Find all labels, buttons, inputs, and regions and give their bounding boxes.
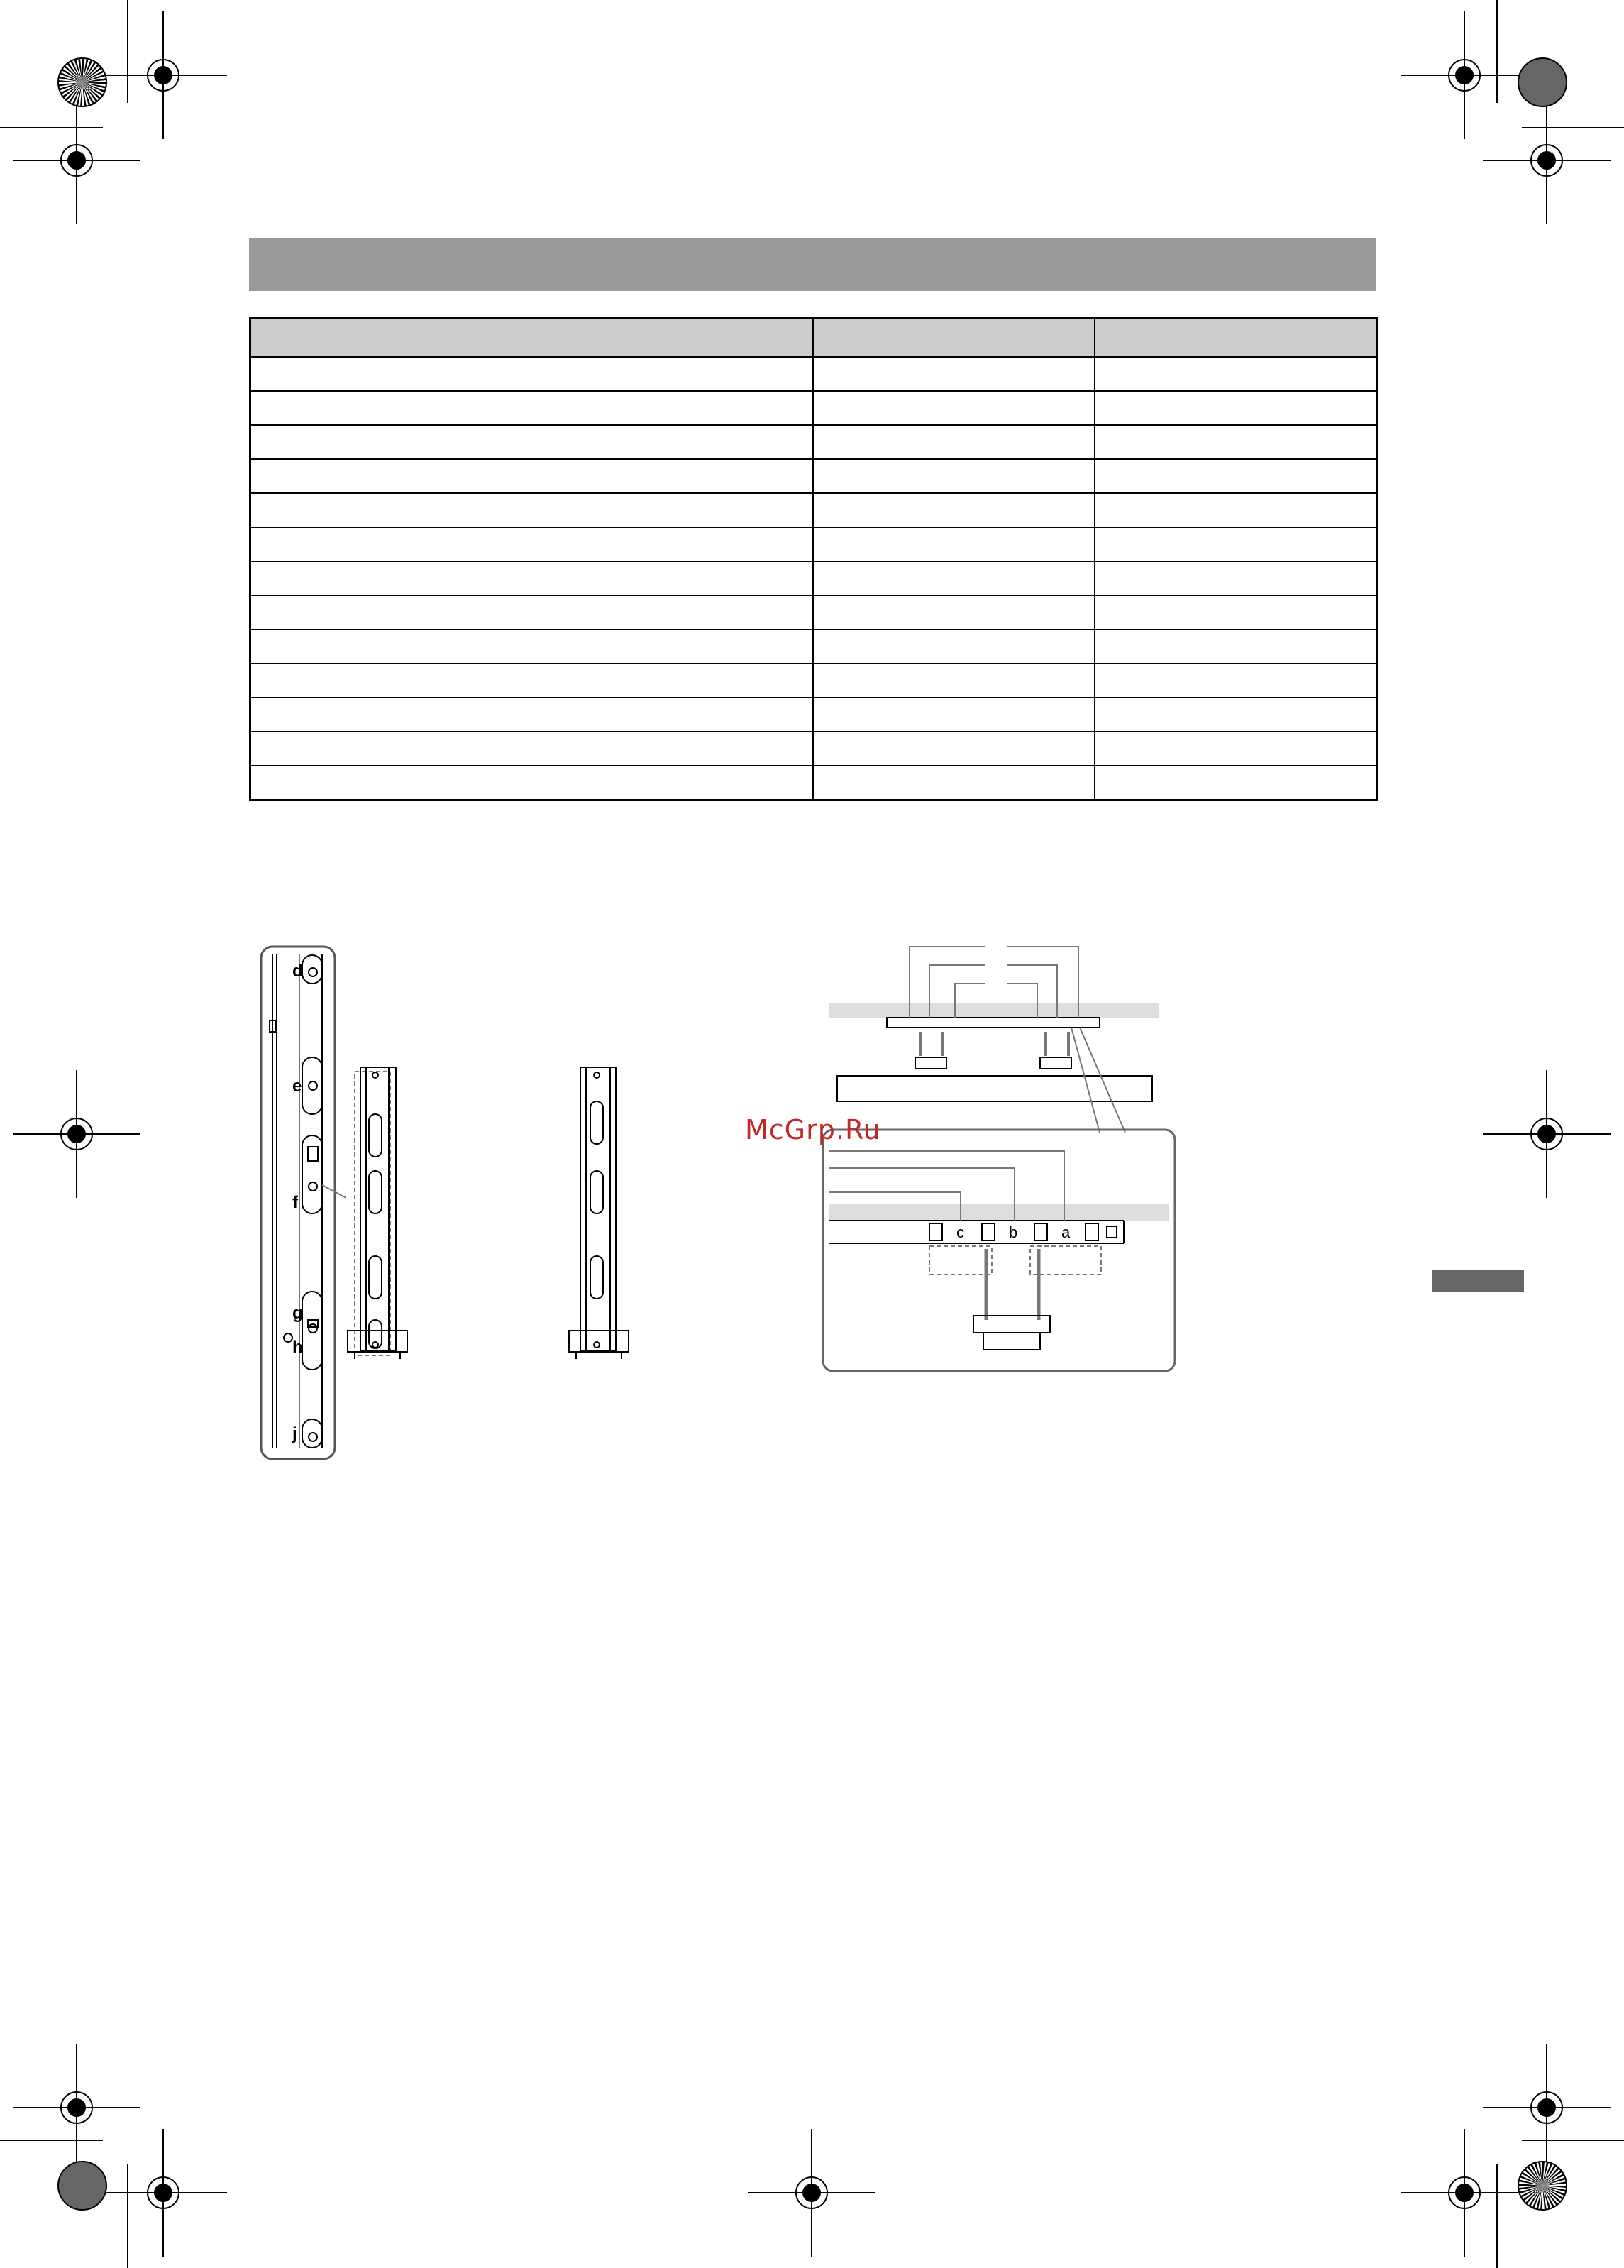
registration-target	[13, 97, 140, 224]
label-g: g	[292, 1304, 303, 1323]
registration-target	[13, 2044, 140, 2171]
table-row	[250, 629, 1377, 664]
table-cell	[1095, 698, 1377, 732]
table-row	[250, 595, 1377, 629]
table-cell	[813, 698, 1095, 732]
label-b: b	[1009, 1223, 1018, 1241]
table-cell	[813, 732, 1095, 766]
table-row	[250, 698, 1377, 732]
registration-target	[1401, 2129, 1528, 2257]
table-cell	[813, 561, 1095, 595]
table-cell	[813, 391, 1095, 425]
registration-target	[99, 2129, 227, 2257]
label-e: e	[292, 1077, 302, 1096]
registration-star-wheel	[1518, 2162, 1567, 2210]
registration-target	[748, 2129, 875, 2257]
table-cell	[250, 493, 813, 527]
table-cell	[1095, 664, 1377, 698]
table-cell	[250, 561, 813, 595]
table-cell	[250, 319, 813, 358]
table-cell	[1095, 595, 1377, 629]
table-cell	[813, 629, 1095, 664]
table-row	[250, 459, 1377, 493]
table-row	[250, 357, 1377, 391]
table-cell	[1095, 732, 1377, 766]
table-row	[250, 664, 1377, 698]
registration-target	[1401, 11, 1528, 139]
table-cell	[250, 698, 813, 732]
table-cell	[813, 357, 1095, 391]
table-row	[250, 732, 1377, 766]
label-d: d	[292, 962, 303, 981]
table-cell	[1095, 766, 1377, 800]
table-cell	[250, 766, 813, 800]
table-cell	[813, 425, 1095, 459]
table-cell	[813, 459, 1095, 493]
table-cell	[1095, 319, 1377, 358]
registration-solid-wheel	[1518, 58, 1567, 106]
label-c: c	[956, 1223, 964, 1241]
table-cell	[813, 319, 1095, 358]
table-row	[250, 561, 1377, 595]
label-h: h	[292, 1338, 303, 1357]
table-cell	[1095, 629, 1377, 664]
spec-table	[249, 317, 1378, 801]
table-header-row	[250, 319, 1377, 358]
table-cell	[1095, 493, 1377, 527]
label-f: f	[292, 1193, 298, 1212]
table-cell	[813, 664, 1095, 698]
table-cell	[813, 766, 1095, 800]
table-cell	[1095, 425, 1377, 459]
rail-hook-detail-figure	[816, 937, 1185, 1391]
table-cell	[813, 493, 1095, 527]
table-row	[250, 391, 1377, 425]
registration-solid-wheel	[58, 2162, 106, 2210]
table-row	[250, 425, 1377, 459]
label-a: a	[1061, 1223, 1071, 1241]
table-row	[250, 527, 1377, 561]
bracket-side-view-figure	[248, 937, 674, 1476]
table-cell	[1095, 459, 1377, 493]
registration-target	[1483, 2044, 1611, 2171]
registration-target	[99, 11, 227, 139]
table-cell	[250, 459, 813, 493]
table-cell	[250, 425, 813, 459]
table-cell	[250, 629, 813, 664]
label-j: j	[292, 1424, 297, 1443]
table-cell	[250, 664, 813, 698]
table-cell	[813, 527, 1095, 561]
table-cell	[1095, 357, 1377, 391]
registration-target	[1483, 1070, 1611, 1198]
table-cell	[250, 357, 813, 391]
table-cell	[1095, 561, 1377, 595]
table-cell	[813, 595, 1095, 629]
table-cell	[1095, 527, 1377, 561]
table-cell	[1095, 391, 1377, 425]
table-cell	[250, 595, 813, 629]
watermark-text: McGrp.Ru	[745, 1114, 881, 1145]
table-cell	[250, 391, 813, 425]
table-cell	[250, 527, 813, 561]
registration-star-wheel	[58, 58, 106, 106]
registration-target	[1483, 97, 1611, 224]
table-row	[250, 493, 1377, 527]
section-header-bar	[249, 238, 1376, 291]
section-tab	[1432, 1270, 1524, 1292]
table-cell	[250, 732, 813, 766]
registration-target	[13, 1070, 140, 1198]
table-row	[250, 766, 1377, 800]
